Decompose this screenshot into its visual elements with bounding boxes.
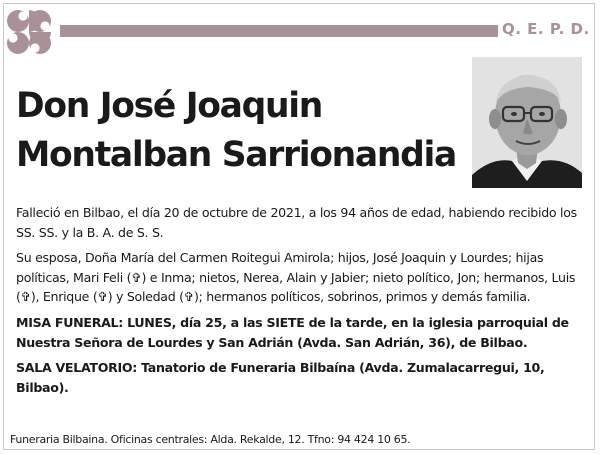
qepd-label: Q. E. P. D.: [502, 20, 590, 38]
deceased-name: [16, 82, 476, 180]
header-bar: [60, 25, 498, 37]
name-line-1: Don José Joaquin: [16, 86, 323, 126]
portrait-photo: [472, 57, 582, 188]
funeral-home-footer: Funeraria Bilbaina. Oficinas centrales: Alda. Rekalde, 12. Tfno: 94 424 10 65.: [10, 433, 411, 446]
notice-body: [16, 203, 584, 403]
family-paragraph: Su esposa, Doña María del Carmen Roitegui Amirola; hijos, José Joaquin y Lourdes; hijas políticas, Mari Feli (✞) e Inma; nietos, Nerea, Alain y Jabier; nieto político, Jon; hermanos, Luis (✞), Enrique (✞) y Soledad (✞); hermanos políticos, sobrinos, primos y demás familia.: [16, 250, 576, 305]
funeral-paragraph: MISA FUNERAL: LUNES, día 25, a las SIETE de la tarde, en la iglesia parroquial de Nuestra Señora de Lourdes y San Adrián (Avda. San Adrián, 36), de Bilbao.: [16, 314, 569, 350]
wake-paragraph: SALA VELATORIO: Tanatorio de Funeraria Bilbaína (Avda. Zumalacarregui, 10, Bilbao).: [16, 360, 545, 395]
name-line-2: Montalban Sarrionandia: [16, 135, 457, 175]
death-paragraph: Falleció en Bilbao, el día 20 de octubre de 2021, a los 94 años de edad, habiendo recibido los SS. SS. y la B. A. de S. S.: [16, 205, 577, 240]
lauburu-icon: [3, 6, 55, 58]
